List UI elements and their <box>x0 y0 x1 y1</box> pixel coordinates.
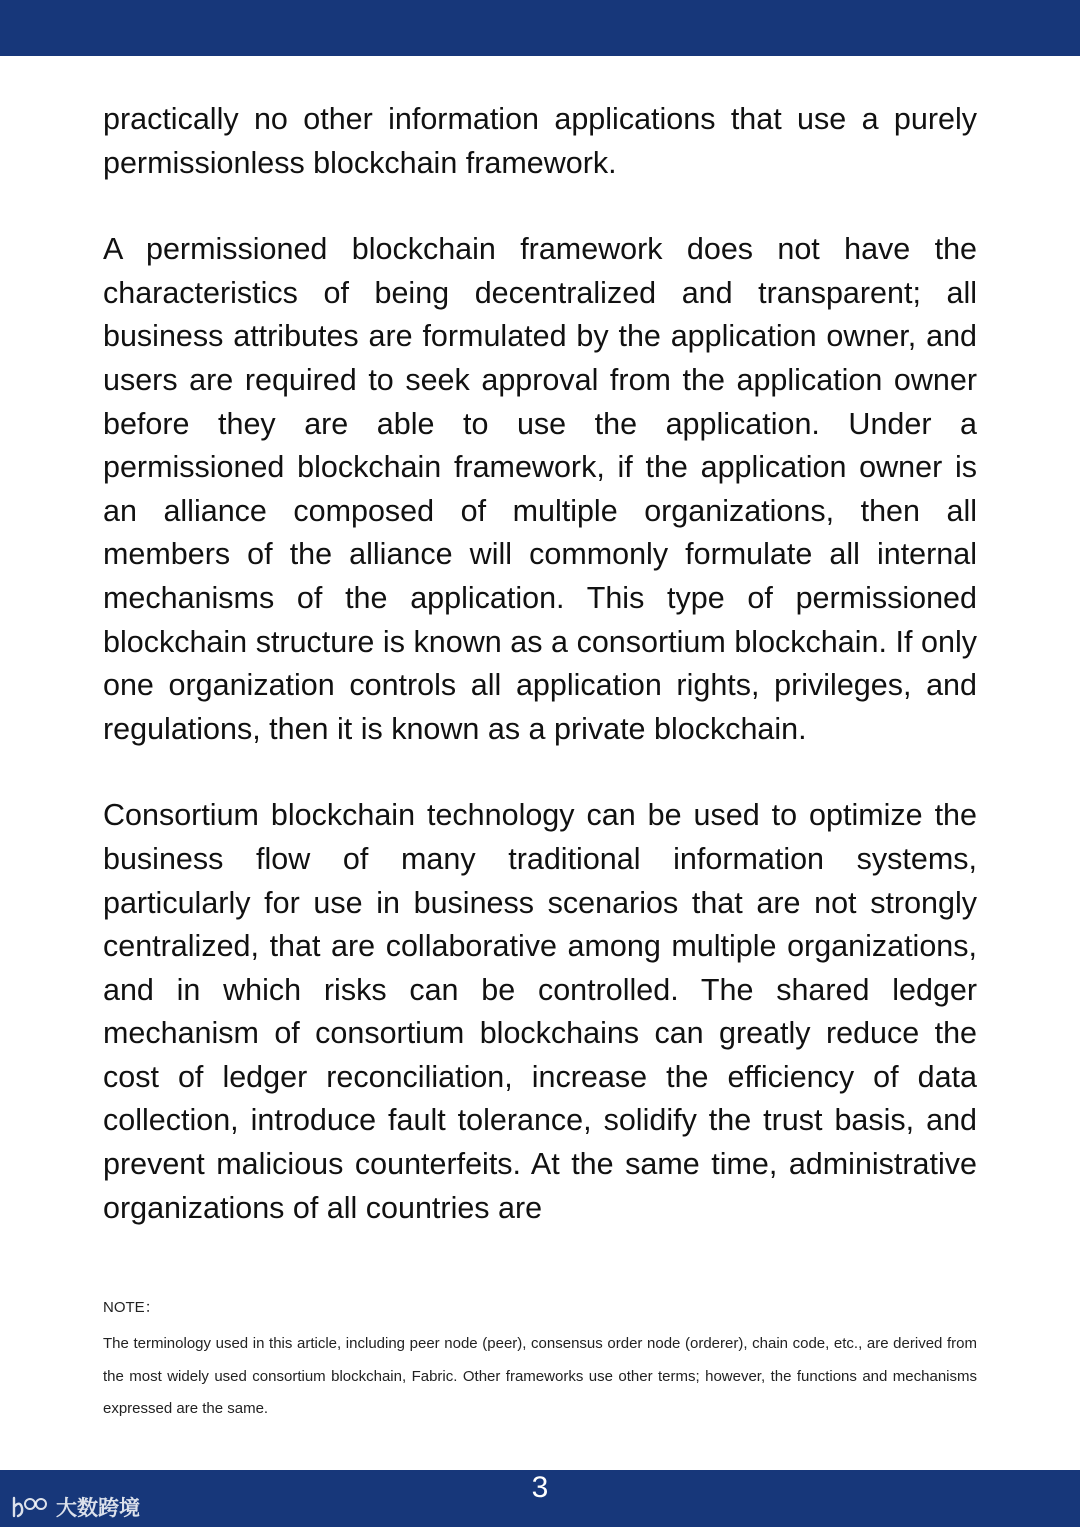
header-bar <box>0 0 1080 56</box>
body-paragraph-1: practically no other information applications that use a purely permissionless blockchain framework. <box>103 102 977 180</box>
watermark <box>10 1490 140 1524</box>
note-text: The terminology used in this article, including peer node (peer), consensus order node (orderer), chain code, etc., are derived from the most widely used consortium blockchain, Fabric. Other frameworks use other terms; however, the functions and mechanisms expressed are the same. <box>103 1335 977 1417</box>
watermark-text: 大数跨境 <box>56 1496 140 1520</box>
page-number: 3 <box>531 1471 549 1504</box>
dashukuajing-logo-icon <box>10 1494 50 1520</box>
page-body <box>103 98 977 1273</box>
note-label: NOTE： <box>103 1299 160 1316</box>
body-paragraph-2: A permissioned blockchain framework does not have the characteristics of being decentralized and transparent; all business attributes are formulated by the application owner, and users are required to seek approval from the application owner before they are able to use the application. Under a permissioned blockchain framework, if the application owner is an alliance composed of multiple organizations, then all members of the alliance will commonly formulate all internal mechanisms of the application. This type of permissioned blockchain structure is known as a consortium blockchain. If only one organization controls all application rights, privileges, and regulations, then it is known as a private blockchain. <box>103 232 977 746</box>
footnote <box>103 1296 977 1426</box>
body-paragraph-3: Consortium blockchain technology can be used to optimize the business flow of many traditional information systems, particularly for use in business scenarios that are not strongly centralized, that are collaborative among multiple organizations, and in which risks can be controlled. The shared ledger mechanism of consortium blockchains can greatly reduce the cost of ledger reconciliation, increase the efficiency of data collection, introduce fault tolerance, solidify the trust basis, and prevent malicious counterfeits. At the same time, administrative organizations of all countries are <box>103 798 977 1225</box>
